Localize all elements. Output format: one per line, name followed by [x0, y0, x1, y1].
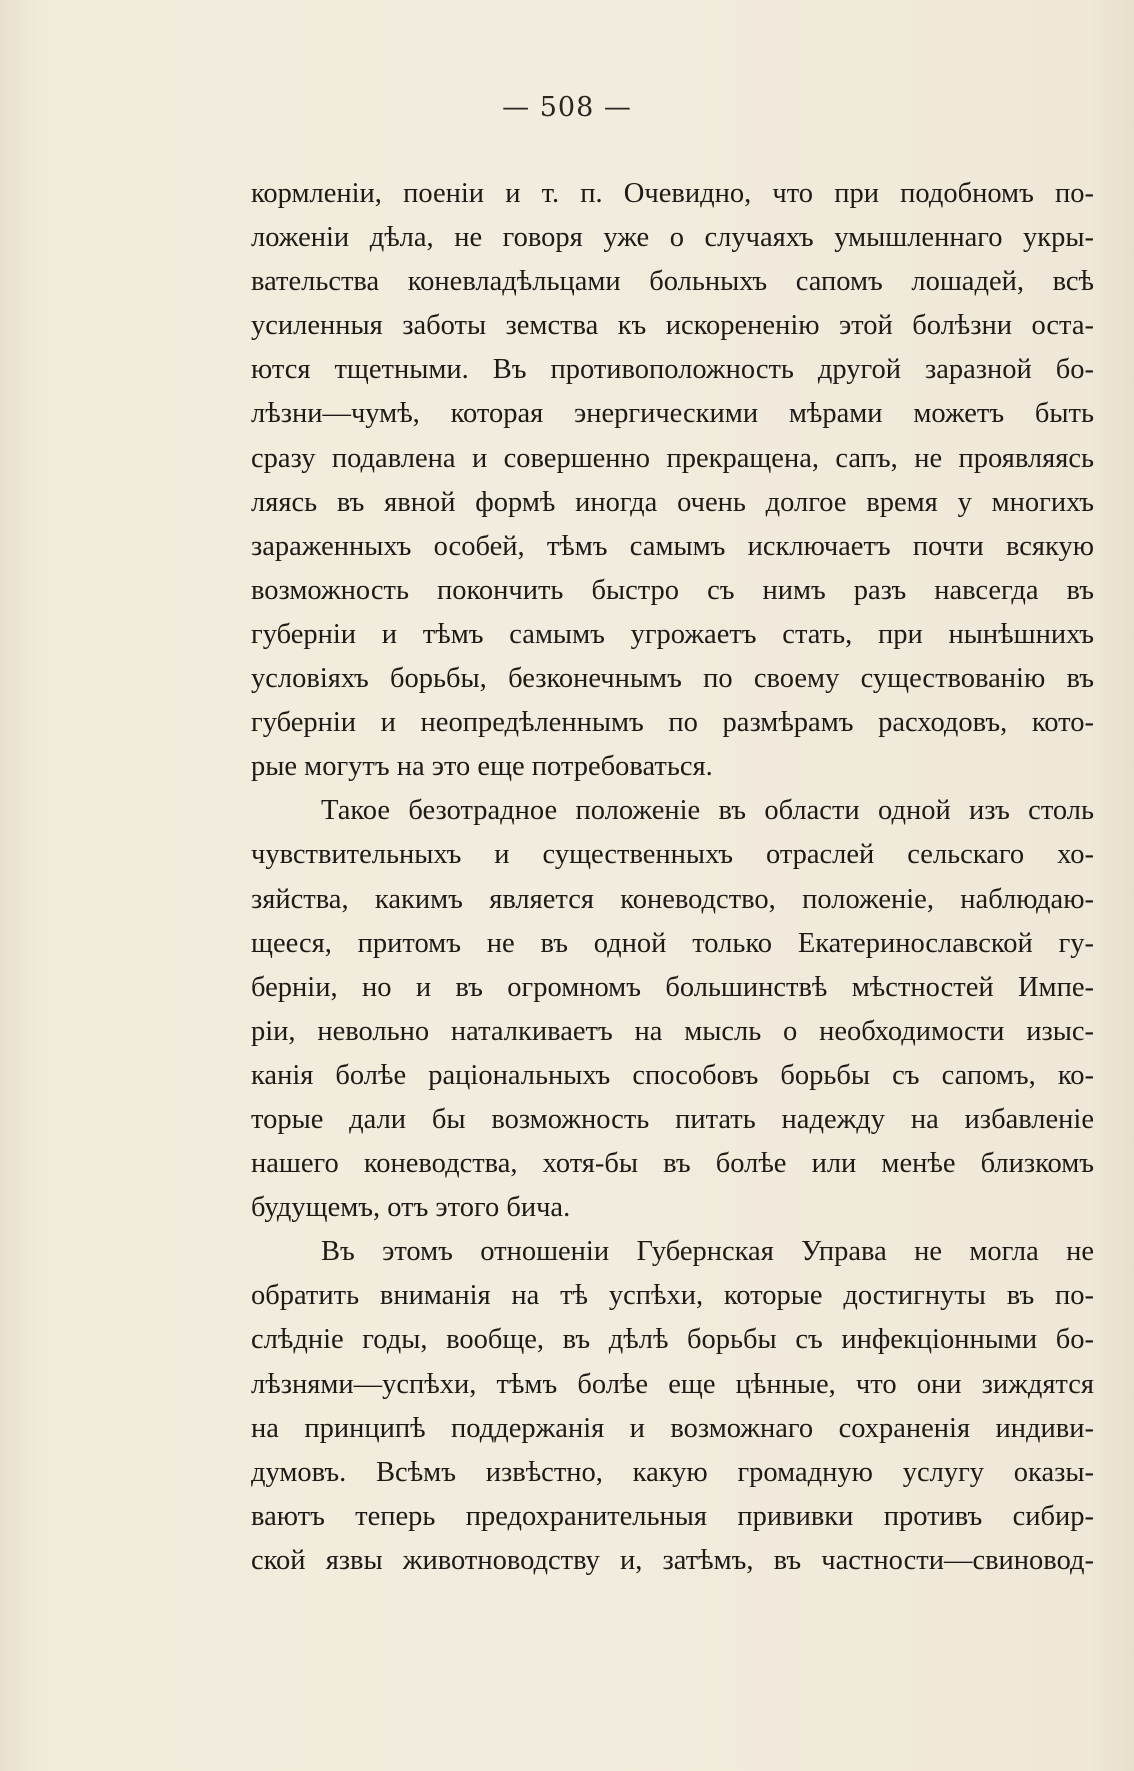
- text-line: ются тщетными. Въ противоположность другой заразной бо-: [251, 354, 1094, 386]
- text-line: обратить вниманія на тѣ успѣхи, которые достигнуты въ по-: [251, 1280, 1094, 1312]
- text-line: ріи, невольно наталкиваетъ на мысль о необходимости изыс-: [251, 1015, 1094, 1047]
- text-line: торые дали бы возможность питать надежду на избавленіе: [251, 1103, 1094, 1135]
- text-line: губерніи и неопредѣленнымъ по размѣрамъ расходовъ, кото-: [251, 707, 1094, 739]
- text-line: ваютъ теперь предохранительныя прививки противъ сибир-: [251, 1500, 1094, 1532]
- text-line: думовъ. Всѣмъ извѣстно, какую громадную услугу оказы-: [251, 1456, 1094, 1488]
- text-line: канія болѣе раціональныхъ способовъ борьбы съ сапомъ, ко-: [251, 1059, 1094, 1091]
- text-line: щееся, притомъ не въ одной только Екатеринославской гу-: [251, 927, 1094, 959]
- text-line: рые могутъ на это еще потребоваться.: [251, 751, 713, 783]
- text-line: вательства коневладѣльцами больныхъ сапомъ лошадей, всѣ: [251, 266, 1094, 298]
- text-line: на принципѣ поддержанія и возможнаго сохраненія индиви-: [251, 1412, 1094, 1444]
- text-line: слѣдніе годы, вообще, въ дѣлѣ борьбы съ инфекціонными бо-: [251, 1324, 1094, 1356]
- text-line: ложеніи дѣла, не говоря уже о случаяхъ умышленнаго укры-: [251, 222, 1094, 254]
- text-line: сразу подавлена и совершенно прекращена, сапъ, не проявляясь: [251, 442, 1094, 474]
- text-line: кормленіи, поеніи и т. п. Очевидно, что при подобномъ по-: [251, 178, 1094, 209]
- text-line: Въ этомъ отношеніи Губернская Управа не могла не: [321, 1236, 1094, 1268]
- text-line: чувствительныхъ и существенныхъ отраслей сельскаго хо-: [251, 839, 1094, 871]
- text-line: ской язвы животноводству и, затѣмъ, въ частности—свиновод-: [251, 1544, 1094, 1576]
- text-line: зяйства, какимъ является коневодство, положеніе, наблюдаю-: [251, 883, 1094, 915]
- page-number: — 508 —: [502, 92, 632, 123]
- text-line: будущемъ, отъ этого бича.: [251, 1192, 571, 1224]
- text-line: усиленныя заботы земства къ искорененію этой болѣзни оста-: [251, 310, 1094, 342]
- text-line: берніи, но и въ огромномъ большинствѣ мѣстностей Импе-: [251, 971, 1094, 1003]
- text-line: нашего коневодства, хотя-бы въ болѣе или менѣе близкомъ: [251, 1148, 1094, 1180]
- text-line: губерніи и тѣмъ самымъ угрожаетъ стать, при нынѣшнихъ: [251, 618, 1094, 650]
- text-line: возможность покончить быстро съ нимъ разъ навсегда въ: [251, 574, 1094, 606]
- body-text: [251, 172, 1094, 1583]
- text-line: зараженныхъ особей, тѣмъ самымъ исключаетъ почти всякую: [251, 530, 1094, 562]
- text-line: лѣзнями—успѣхи, тѣмъ болѣе еще цѣнные, что они зиждятся: [251, 1368, 1094, 1400]
- text-line: Такое безотрадное положеніе въ области одной изъ столь: [321, 795, 1094, 827]
- text-line: лѣзни—чумѣ, которая энергическими мѣрами можетъ быть: [251, 398, 1094, 430]
- text-line: ляясь въ явной формѣ иногда очень долгое время у многихъ: [251, 486, 1094, 518]
- text-line: условіяхъ борьбы, безконечнымъ по своему существованію въ: [251, 663, 1094, 695]
